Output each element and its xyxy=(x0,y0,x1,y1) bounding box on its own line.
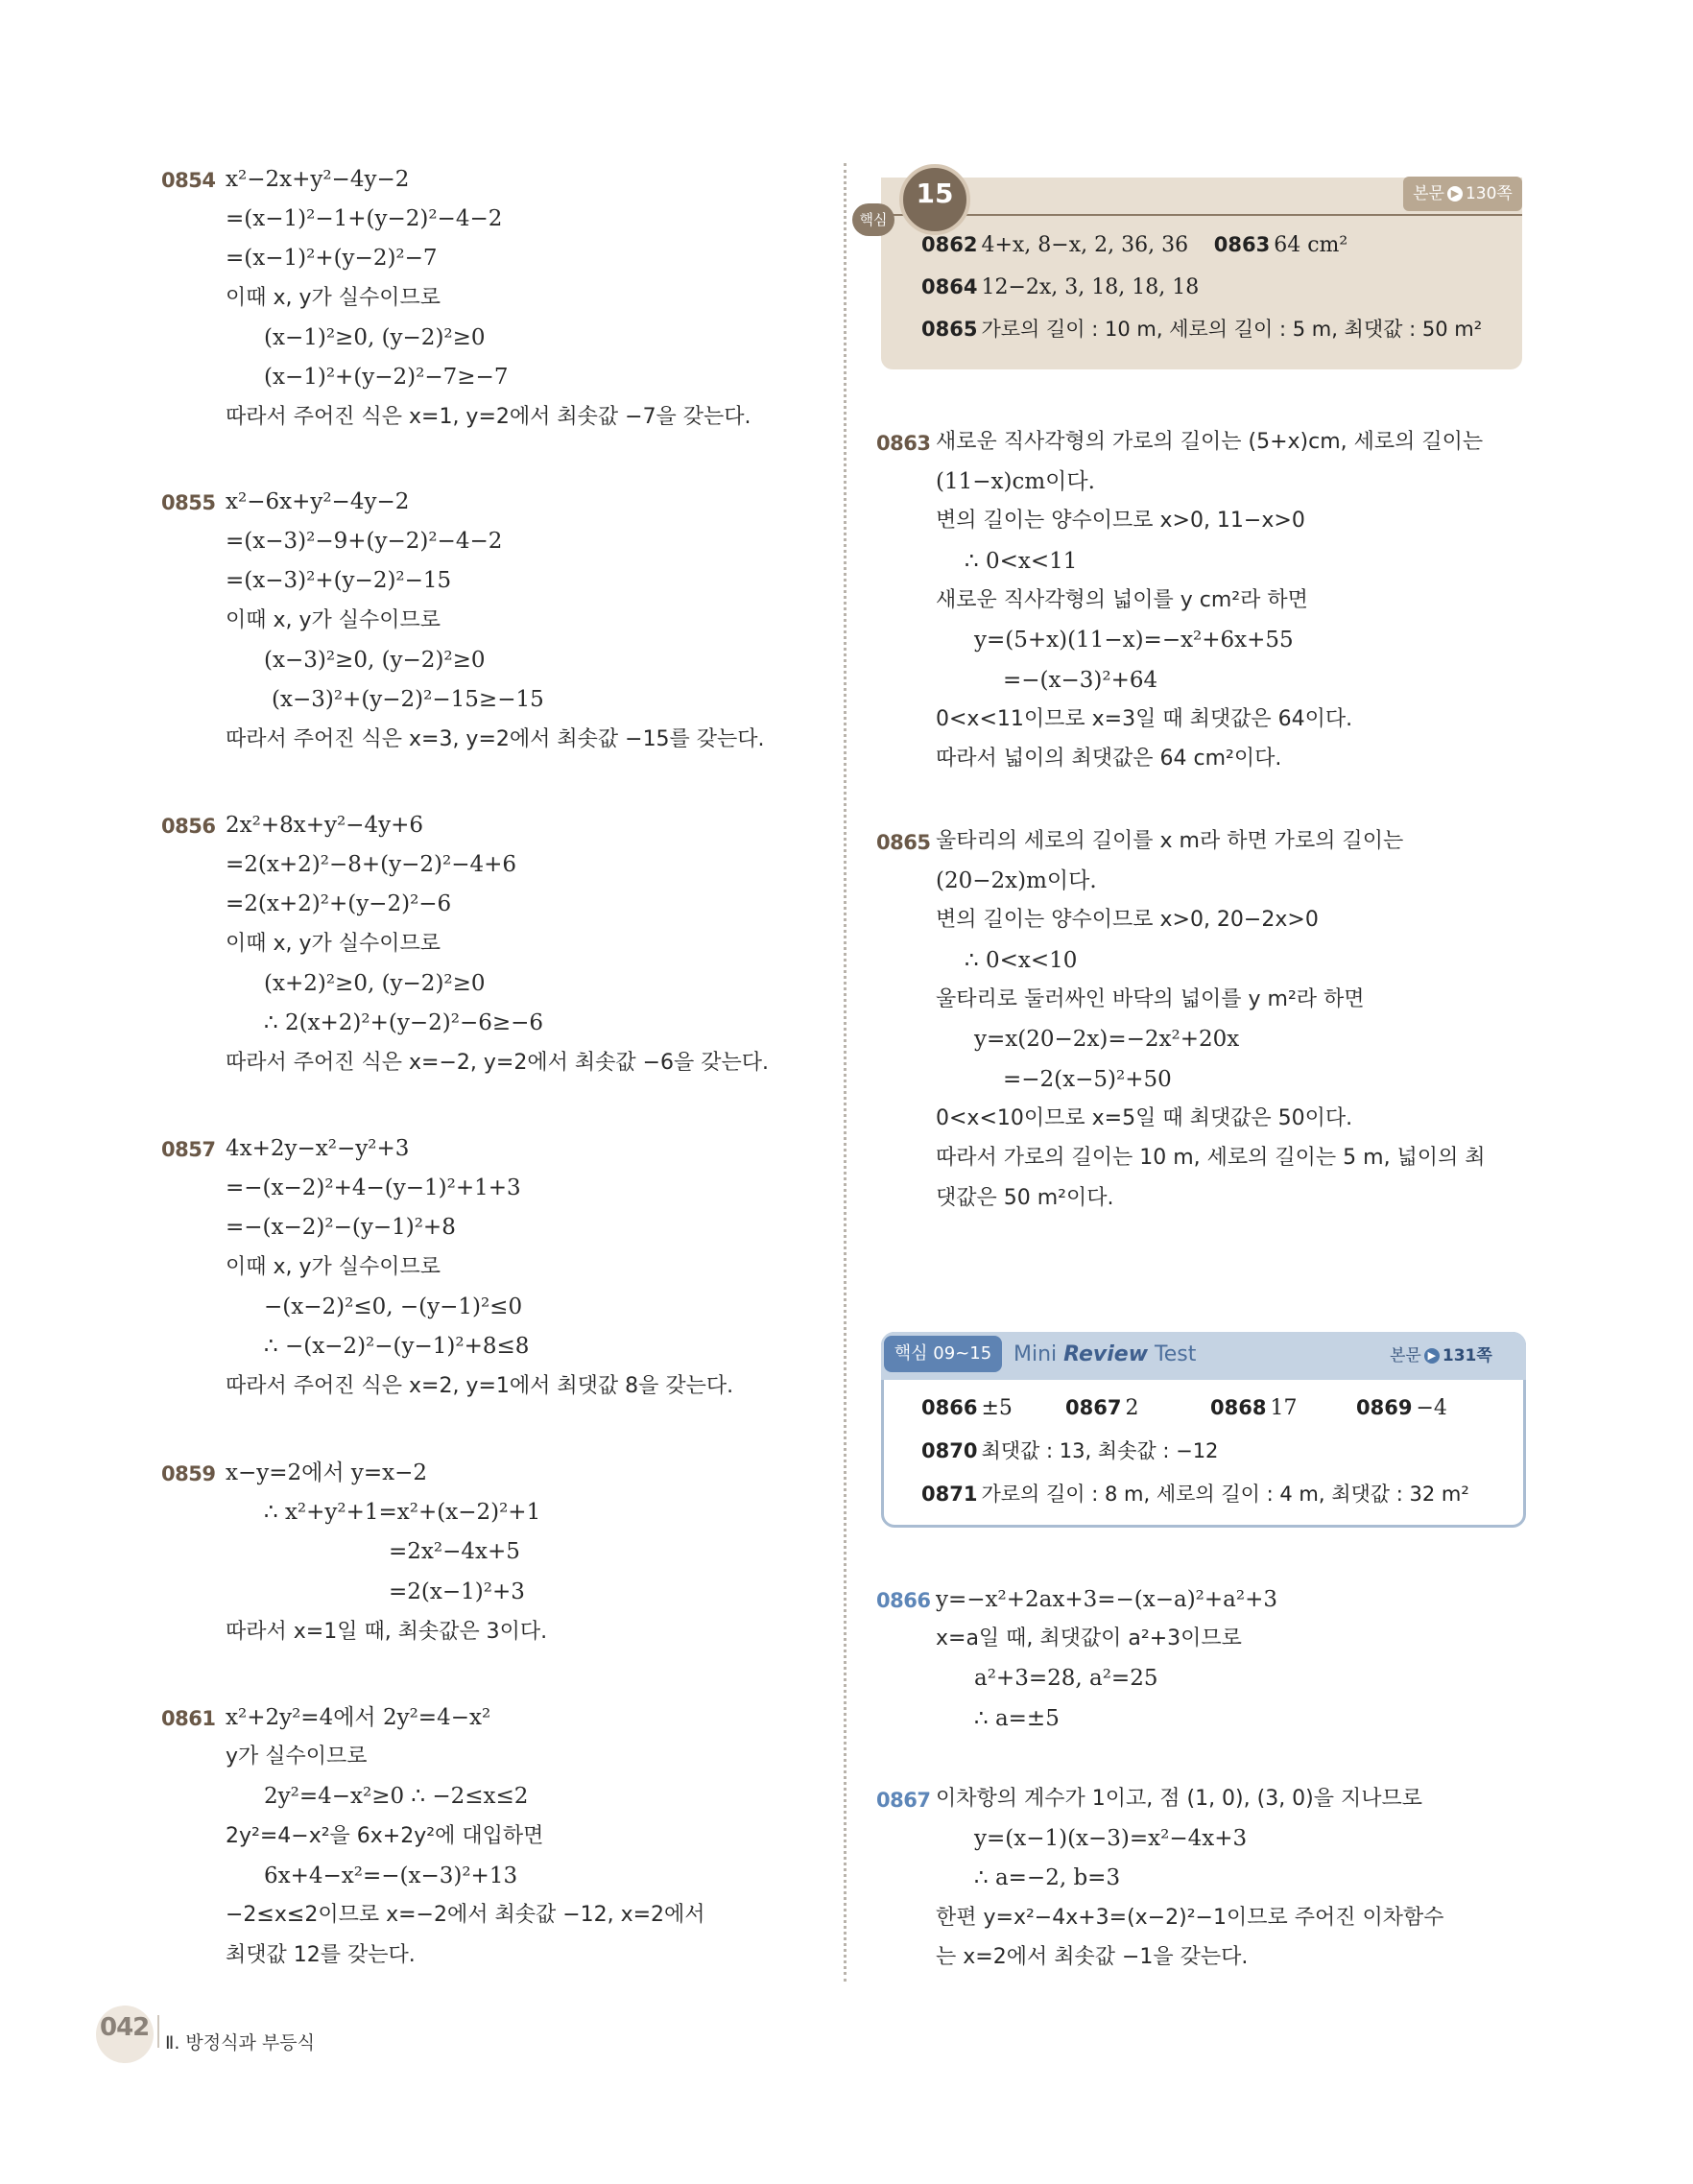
solution-line: 2x²+8x+y²−4y+6 xyxy=(226,813,423,838)
answer-number: 0866 xyxy=(921,1396,978,1419)
solution-line: y=(5+x)(11−x)=−x²+6x+55 xyxy=(974,628,1294,653)
problem-number: 0867 xyxy=(876,1789,931,1812)
problem-number: 0857 xyxy=(161,1138,216,1161)
solution-line: 최댓값 12를 갖는다. xyxy=(226,1943,416,1967)
answer-text: −4 xyxy=(1416,1396,1447,1420)
solution-line: ∴ 0<x<11 xyxy=(965,549,1078,574)
solution-line: 따라서 x=1일 때, 최솟값은 3이다. xyxy=(226,1620,548,1644)
problem-number: 0856 xyxy=(161,815,216,838)
problem-number: 0859 xyxy=(161,1462,216,1485)
solution-line: ∴ 2(x+2)²+(y−2)²−6≥−6 xyxy=(264,1010,544,1035)
answer-text: ±5 xyxy=(981,1396,1013,1420)
solution-line: =−2(x−5)²+50 xyxy=(1003,1067,1172,1092)
chapter-title: Ⅱ. 방정식과 부등식 xyxy=(165,2032,315,2053)
answer-number: 0868 xyxy=(1210,1396,1267,1419)
solution-line: y=(x−1)(x−3)=x²−4x+3 xyxy=(974,1826,1248,1851)
solution-line: 따라서 가로의 길이는 10 m, 세로의 길이는 5 m, 넓이의 최 xyxy=(936,1146,1486,1170)
solution-line: x²−6x+y²−4y−2 xyxy=(226,489,410,514)
solution-line: 6x+4−x²=−(x−3)²+13 xyxy=(264,1864,518,1888)
solution-line: y=x(20−2x)=−2x²+20x xyxy=(974,1027,1240,1052)
solution-line: =(x−3)²−9+(y−2)²−4−2 xyxy=(226,529,503,554)
page-number: 042 xyxy=(100,2013,150,2042)
key-answer-row xyxy=(921,273,1199,302)
footer-divider xyxy=(157,2015,159,2048)
solution-line: x−y=2에서 y=x−2 xyxy=(226,1460,428,1485)
answer-number: 0864 xyxy=(921,275,978,298)
solution-line: −(x−2)²≤0, −(y−1)²≤0 xyxy=(264,1294,523,1319)
core-label: 핵심 xyxy=(852,203,894,236)
solution-line: (x−3)²+(y−2)²−15≥−15 xyxy=(272,687,544,712)
problem-number: 0866 xyxy=(876,1589,931,1612)
answer-text: 64 cm² xyxy=(1274,233,1348,257)
solution-line: =−(x−3)²+64 xyxy=(1003,668,1158,693)
title-emphasis: Review xyxy=(1063,1342,1149,1366)
solution-line: 따라서 주어진 식은 x=2, y=1에서 최댓값 8을 갖는다. xyxy=(226,1374,734,1398)
solution-line: 0<x<11이므로 x=3일 때 최댓값은 64이다. xyxy=(936,707,1353,731)
core-number: 15 xyxy=(916,178,954,209)
solution-line: 이때 x, y가 실수이므로 xyxy=(226,932,441,956)
solution-line: x²+2y²=4에서 2y²=4−x² xyxy=(226,1705,491,1730)
answer-text: 4+x, 8−x, 2, 36, 36 xyxy=(981,233,1189,257)
solution-line: 한편 y=x²−4x+3=(x−2)²−1이므로 주어진 이차함수 xyxy=(936,1906,1444,1930)
solution-line: x²−2x+y²−4y−2 xyxy=(226,167,410,192)
arrow-right-icon: ▶ xyxy=(1447,186,1463,202)
solution-line: −2≤x≤2이므로 x=−2에서 최솟값 −12, x=2에서 xyxy=(226,1903,705,1927)
solution-line: y가 실수이므로 xyxy=(226,1745,368,1769)
solution-line: ∴ x²+y²+1=x²+(x−2)²+1 xyxy=(264,1500,541,1525)
reference-page: 130쪽 xyxy=(1465,184,1513,203)
solution-line: 2y²=4−x²을 6x+2y²에 대입하면 xyxy=(226,1824,544,1848)
answer-number: 0870 xyxy=(921,1439,978,1462)
mini-answer-item xyxy=(921,1480,1469,1508)
solution-line: ∴ a=±5 xyxy=(974,1706,1060,1731)
key-answer-row xyxy=(921,315,1482,344)
solution-line: (x−1)²+(y−2)²−7≥−7 xyxy=(264,365,509,390)
solution-line: 따라서 넓이의 최댓값은 64 cm²이다. xyxy=(936,747,1282,771)
answer-number: 0862 xyxy=(921,233,978,256)
solution-line: 새로운 직사각형의 넓이를 y cm²라 하면 xyxy=(936,588,1308,612)
answer-text: 12−2x, 3, 18, 18, 18 xyxy=(981,275,1200,299)
answer-text: 17 xyxy=(1270,1396,1298,1420)
solution-line: 새로운 직사각형의 가로의 길이는 (5+x)cm, 세로의 길이는 xyxy=(936,430,1484,454)
problem-number: 0855 xyxy=(161,491,216,514)
answer-number: 0865 xyxy=(921,318,978,341)
title-suffix: Test xyxy=(1148,1342,1197,1366)
mini-review-reference xyxy=(1390,1343,1492,1368)
answer-text: 가로의 길이 : 8 m, 세로의 길이 : 4 m, 최댓값 : 32 m² xyxy=(981,1483,1469,1506)
solution-line: 0<x<10이므로 x=5일 때 최댓값은 50이다. xyxy=(936,1106,1353,1130)
solution-line: 는 x=2에서 최솟값 −1을 갖는다. xyxy=(936,1945,1249,1969)
solution-line: ∴ a=−2, b=3 xyxy=(974,1865,1121,1890)
mini-answer-item xyxy=(921,1393,1013,1423)
solution-line: 이때 x, y가 실수이므로 xyxy=(226,1255,441,1279)
core-number-badge xyxy=(899,164,970,235)
solution-line: ∴ −(x−2)²−(y−1)²+8≤8 xyxy=(264,1334,530,1359)
solution-line: (x−3)²≥0, (y−2)²≥0 xyxy=(264,648,486,673)
answer-number: 0871 xyxy=(921,1483,978,1506)
column-divider xyxy=(844,163,846,1982)
solution-line: y=−x²+2ax+3=−(x−a)²+a²+3 xyxy=(936,1587,1277,1612)
title-prefix: Mini xyxy=(1013,1342,1064,1366)
solution-line: 울타리로 둘러싸인 바닥의 넓이를 y m²라 하면 xyxy=(936,987,1365,1011)
solution-line: 2y²=4−x²≥0 ∴ −2≤x≤2 xyxy=(264,1784,529,1809)
answer-number: 0867 xyxy=(1065,1396,1122,1419)
reference-label: 본문 xyxy=(1413,184,1444,203)
mini-review-tag: 핵심 09~15 xyxy=(884,1336,1002,1372)
textbook-reference xyxy=(1403,177,1522,211)
solution-line: 이차항의 계수가 1이고, 점 (1, 0), (3, 0)을 지나므로 xyxy=(936,1787,1423,1811)
solution-line: =(x−1)²−1+(y−2)²−4−2 xyxy=(226,206,503,231)
solution-line: 댓값은 50 m²이다. xyxy=(936,1186,1114,1210)
problem-number: 0863 xyxy=(876,432,931,455)
answer-number: 0863 xyxy=(1213,233,1271,256)
solution-line: 따라서 주어진 식은 x=1, y=2에서 최솟값 −7을 갖는다. xyxy=(226,405,751,429)
solution-line: 4x+2y−x²−y²+3 xyxy=(226,1136,410,1161)
problem-number: 0861 xyxy=(161,1707,216,1730)
solution-line: =2(x+2)²+(y−2)²−6 xyxy=(226,891,452,916)
solution-line: 울타리의 세로의 길이를 x m라 하면 가로의 길이는 xyxy=(936,829,1404,853)
solution-line: 이때 x, y가 실수이므로 xyxy=(226,608,441,632)
solution-line: =−(x−2)²−(y−1)²+8 xyxy=(226,1215,456,1240)
problem-number: 0865 xyxy=(876,831,931,854)
solution-line: =(x−3)²+(y−2)²−15 xyxy=(226,568,452,593)
key-answer-row xyxy=(921,230,1347,260)
solution-line: =2(x+2)²−8+(y−2)²−4+6 xyxy=(226,852,516,877)
solution-line: 이때 x, y가 실수이므로 xyxy=(226,286,441,310)
solution-line: 변의 길이는 양수이므로 x>0, 11−x>0 xyxy=(936,509,1305,533)
solution-line: (x−1)²≥0, (y−2)²≥0 xyxy=(264,325,486,350)
solution-line: =(x−1)²+(y−2)²−7 xyxy=(226,246,438,271)
mini-review-title xyxy=(1013,1338,1196,1372)
solution-line: =−(x−2)²+4−(y−1)²+1+3 xyxy=(226,1175,521,1200)
reference-label: 본문 xyxy=(1390,1346,1421,1365)
solution-line: 변의 길이는 양수이므로 x>0, 20−2x>0 xyxy=(936,908,1319,932)
solution-line: =2x²−4x+5 xyxy=(389,1539,520,1564)
solution-line: a²+3=28, a²=25 xyxy=(974,1666,1158,1691)
solution-line: (11−x)cm이다. xyxy=(936,469,1095,494)
answer-text: 가로의 길이 : 10 m, 세로의 길이 : 5 m, 최댓값 : 50 m² xyxy=(981,318,1483,341)
solution-line: (20−2x)m이다. xyxy=(936,868,1097,893)
mini-answer-item xyxy=(1210,1393,1297,1423)
mini-answer-item xyxy=(1356,1393,1447,1423)
solution-line: (x+2)²≥0, (y−2)²≥0 xyxy=(264,971,486,996)
solution-line: 따라서 주어진 식은 x=3, y=2에서 최솟값 −15를 갖는다. xyxy=(226,727,765,751)
solution-line: =2(x−1)²+3 xyxy=(389,1579,525,1604)
mini-answer-item xyxy=(1065,1393,1138,1423)
answer-text: 2 xyxy=(1125,1396,1139,1420)
solution-line: x=a일 때, 최댓값이 a²+3이므로 xyxy=(936,1626,1242,1650)
solution-line: 따라서 주어진 식은 x=−2, y=2에서 최솟값 −6을 갖는다. xyxy=(226,1051,769,1075)
solution-line: ∴ 0<x<10 xyxy=(965,948,1078,973)
arrow-right-icon: ▶ xyxy=(1424,1348,1440,1364)
problem-number: 0854 xyxy=(161,169,216,192)
reference-page: 131쪽 xyxy=(1442,1346,1492,1365)
answer-text: 최댓값 : 13, 최솟값 : −12 xyxy=(981,1439,1219,1462)
answer-number: 0869 xyxy=(1356,1396,1413,1419)
mini-answer-item xyxy=(921,1436,1218,1465)
